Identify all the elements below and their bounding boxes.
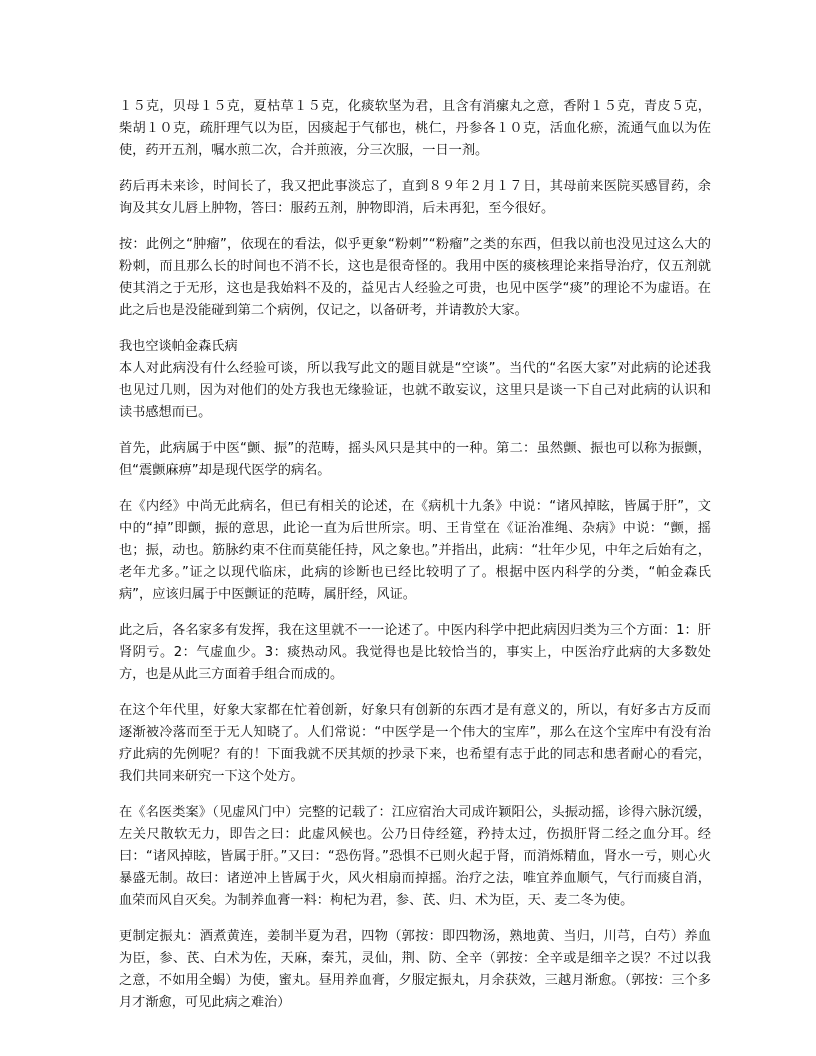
paragraph-case-record: 在《名医类案》（见虚风门中）完整的记载了：江应宿治大司成许颖阳公，头振动摇，诊得六脉沉缓，左关尺散软无力，即告之曰：此虚风候也。公乃日侍经筵，矜持太过，伤损肝肾二经之血分耳。经曰：“诸风掉眩，皆属于肝。”又曰：“恐伤肾。”恐惧不已则火起于肾，而消烁精血，肾水一亏，则心火暴盛无制。故曰：诸逆冲上皆属于火，风火相扇而掉摇。治疗之法，唯宜养血顺气，气行而痰自消，血荣而风自灭矣。为制养血膏一料：枸杞为君，参、芪、归、术为臣，天、麦二冬为使。	[119, 805, 711, 908]
paragraph-innovation: 在这个年代里，好象大家都在忙着创新，好象只有创新的东西才是有意义的，所以，有好多古方反而逐渐被冷落而至于无人知晓了。人们常说：“中医学是一个伟大的宝库”，那么在这个宝库中有没有治疗此病的先例呢？有的！下面我就不厌其烦的抄录下来，也希望有志于此的同志和患者耐心的看完，我们共同来研究一下这个处方。	[119, 703, 711, 784]
paragraph-prescription: １５克，贝母１５克，夏枯草１５克，化痰软坚为君，且含有消瘰丸之意，香附１５克，青皮５克，柴胡１０克，疏肝理气以为臣，因痰起于气郁也，桃仁，丹参各１０克，活血化瘀，流通气血以为佐使，药开五剂，嘱水煎二次，合并煎液，分三次服，一日一剂。	[119, 99, 711, 158]
paragraph-intro: 本人对此病没有什么经验可谈，所以我写此文的题目就是“空谈”。当代的“名医大家”对此病的论述我也见过几则，因为对他们的处方我也无缘验证，也就不敢妄议，这里只是谈一下自己对此病的认识和读书感想而已。	[119, 361, 711, 420]
paragraph-pill-formula: 更制定振丸：酒煮黄连，姜制半夏为君，四物（郭按：即四物汤，熟地黄、当归，川芎，白芍）养血为臣，参、芪、白术为佐，天麻，秦艽，灵仙，荆、防、全辛（郭按：全辛或是细辛之误？不过以我之意，不如用全蝎）为使，蜜丸。昼用养血膏，夕服定振丸，月余获效，三越月渐愈。（郭按：三个多月才渐愈，可见此病之难治）	[119, 929, 711, 1010]
paragraph-commentary: 按：此例之“肿瘤”，依现在的看法，似乎更象“粉刺”“粉瘤”之类的东西，但我以前也没见过这么大的粉刺，而且那么长的时间也不消不长，这也是很奇怪的。我用中医的痰核理论来指导治疗，仅五剂就使其消之于无形，这也是我始料不及的，益见古人经验之可贵，也见中医学“痰”的理论不为虚语。在此之后也是没能碰到第二个病例，仅记之，以备研考，并请教於大家。	[119, 237, 711, 318]
paragraph-category: 首先，此病属于中医“颤、振”的范畴，摇头风只是其中的一种。第二：虽然颤、振也可以称为振颤，但“震颤麻痹”却是现代医学的病名。	[119, 441, 711, 478]
paragraph-causes: 此之后，各名家多有发挥，我在这里就不一一论述了。中医内科学中把此病因归类为三个方面：1：肝肾阴亏。2：气虚血少。3：痰热动风。我觉得也是比较恰当的，事实上，中医治疗此病的大多数处方，也是从此三方面着手组合而成的。	[119, 623, 711, 682]
document-page	[119, 96, 711, 1014]
paragraph-classics: 在《内经》中尚无此病名，但已有相关的论述，在《病机十九条》中说：“诸风掉眩，皆属于肝”，文中的“掉”即颤，振的意思，此论一直为后世所宗。明、王肯堂在《证治准绳、杂病》中说：“颤，摇也；振，动也。筋脉约束不住而莫能任持，风之象也。”并指出，此病：“壮年少见，中年之后始有之，老年尤多。”证之以现代临床，此病的诊断也已经比较明了了。根据中医内科学的分类，“帕金森氏病”，应该归属于中医颤证的范畴，属肝经，风证。	[119, 499, 711, 602]
paragraph-followup: 药后再未来诊，时间长了，我又把此事淡忘了，直到８９年２月１７日，其母前来医院买感冒药，余询及其女儿唇上肿物，答曰：服药五剂，肿物即消，后未再犯，至今很好。	[119, 179, 711, 216]
section-title: 我也空谈帕金森氏病	[119, 339, 238, 354]
